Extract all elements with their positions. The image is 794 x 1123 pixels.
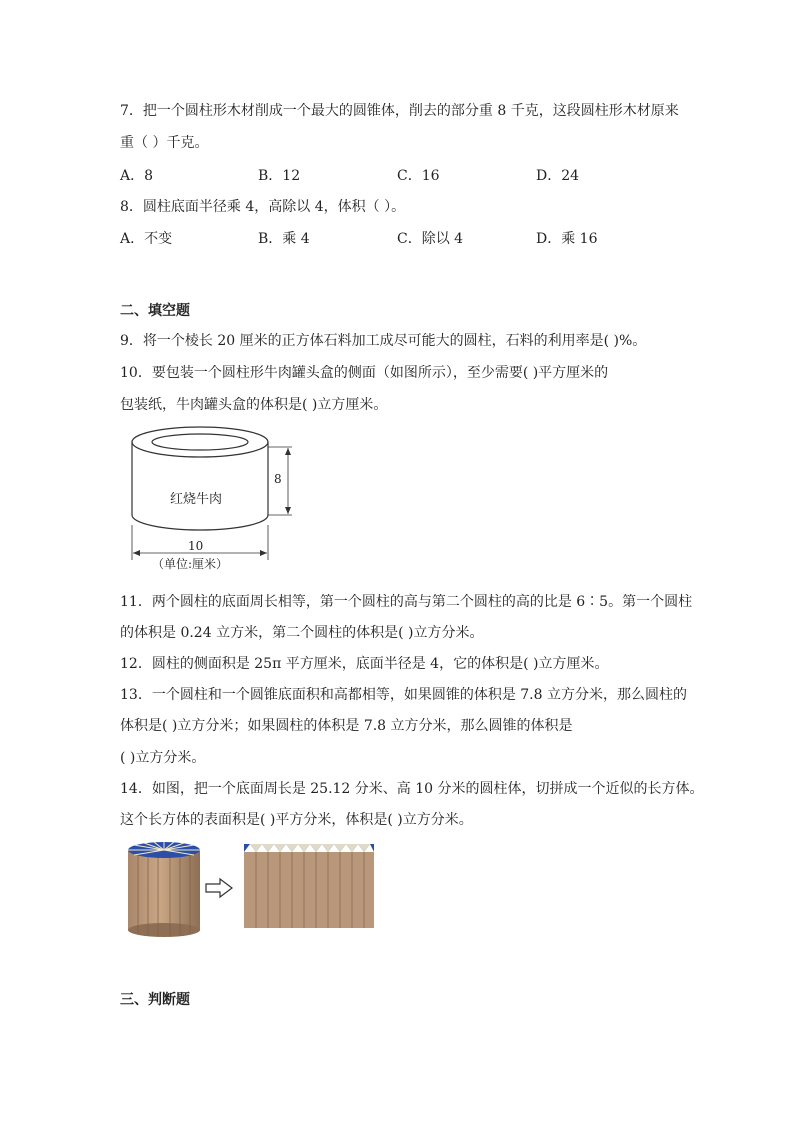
q9-text-line1: 9．将一个棱长 20 厘米的正方体石料加工成尽可能大的圆柱，石料的利用率是( )%。 — [120, 333, 647, 349]
q7-text-line1: 7．把一个圆柱形木材削成一个最大的圆锥体，削去的部分重 8 千克，这段圆柱形木材原来 — [120, 103, 679, 119]
q13-text-line3: ( )立方分米。 — [120, 750, 206, 766]
q7-option-a: A．8 — [120, 168, 154, 184]
q8-option-c: C．除以 4 — [397, 231, 464, 247]
q14-text-line2: 这个长方体的表面积是( )平方分米，体积是( )立方分米。 — [120, 812, 473, 828]
q10-can-figure — [118, 420, 308, 580]
q7-option-d: D．24 — [536, 168, 580, 184]
q11-text-line1: 11．两个圆柱的底面周长相等，第一个圆柱的高与第二个圆柱的高的比是 6∶5。第一个圆柱 — [120, 594, 693, 610]
unit-label: （单位:厘米） — [152, 557, 229, 571]
q13-text-line2: 体积是( )立方分米；如果圆柱的体积是 7.8 立方分米，那么圆锥的体积是 — [120, 718, 573, 734]
width-label: 10 — [188, 539, 204, 553]
cylinder-icon — [128, 842, 200, 937]
q8-option-a: A．不变 — [120, 231, 173, 247]
q14-cut-figure — [122, 838, 382, 938]
can-label: 红烧牛肉 — [170, 492, 223, 507]
q8-text-line1: 8．圆柱底面半径乘 4，高除以 4，体积（ ）。 — [120, 199, 406, 215]
height-label: 8 — [274, 472, 282, 486]
section-title-fill-in: 二、填空题 — [120, 303, 190, 319]
q13-text-line1: 13．一个圆柱和一个圆锥底面积和高都相等，如果圆锥的体积是 7.8 立方分米，那么圆柱的 — [120, 687, 687, 703]
q10-text-line2: 包装纸，牛肉罐头盒的体积是( )立方厘米。 — [120, 397, 388, 413]
cuboid-icon — [244, 844, 374, 928]
section-title-true-false: 三、判断题 — [120, 992, 190, 1008]
q11-text-line2: 的体积是 0.24 立方米，第二个圆柱的体积是( )立方分米。 — [120, 625, 484, 641]
q7-option-b: B．12 — [258, 168, 301, 184]
q8-option-d: D．乘 16 — [536, 231, 598, 247]
q8-option-b: B．乘 4 — [258, 231, 310, 247]
q12-text-line1: 12．圆柱的侧面积是 25π 平方厘米，底面半径是 4，它的体积是( )立方厘米。 — [120, 656, 609, 672]
q10-text-line1: 10．要包装一个圆柱形牛肉罐头盒的侧面（如图所示），至少需要( )平方厘米的 — [120, 365, 609, 381]
q7-option-c: C．16 — [397, 168, 440, 184]
q7-text-line2: 重（ ）千克。 — [120, 135, 209, 151]
q14-text-line1: 14．如图，把一个底面周长是 25.12 分米、高 10 分米的圆柱体，切拼成一个近似的长方体。 — [120, 781, 704, 797]
right-arrow-icon — [206, 879, 232, 897]
